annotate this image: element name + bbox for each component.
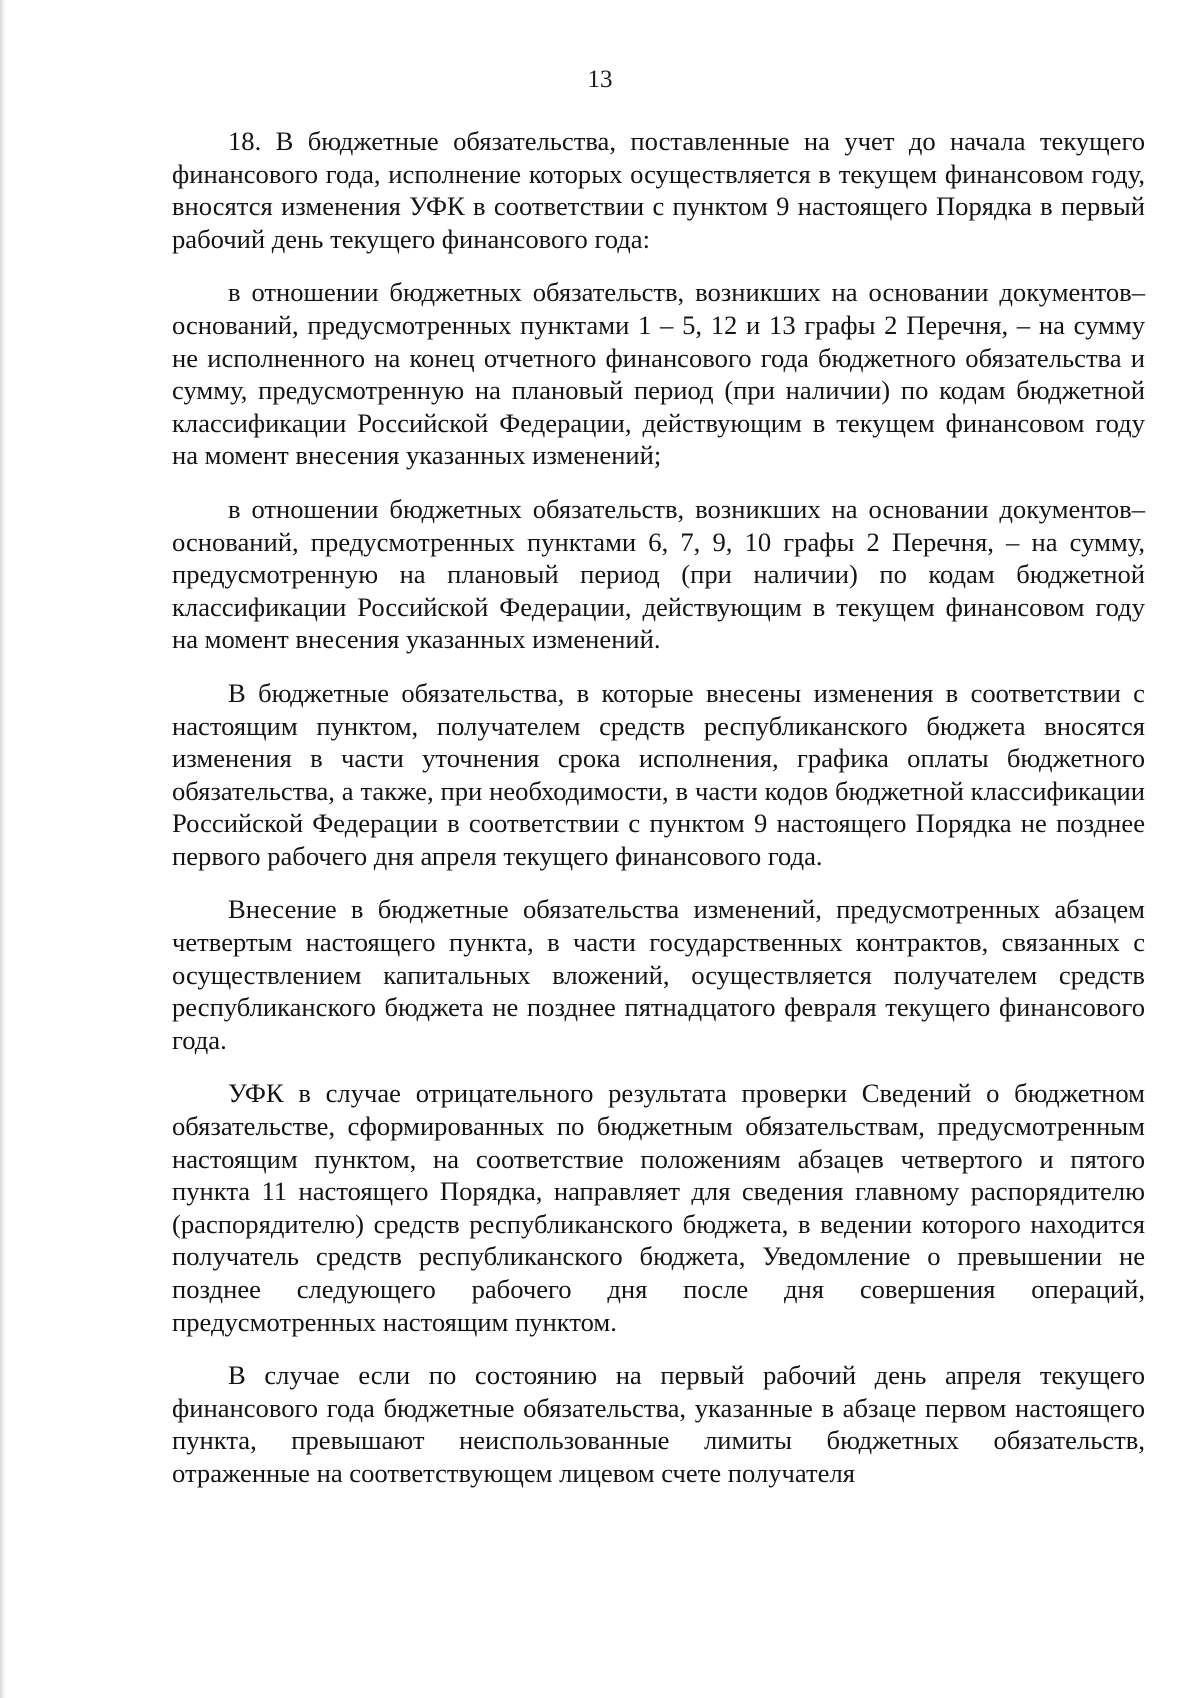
paragraph-6: УФК в случае отрицательного результата проверки Сведений о бюджетном обязательстве, сформированных по бюджетным обязательствам, предусмотренным настоящим пунктом, на соответствие положениям абзацев четвертого и пятого пункта 11 настоящего Порядка, направляет для сведения главному распорядителю (распорядителю) средств республиканского бюджета, в ведении которого находится получатель средств республиканского бюджета, Уведомление о превышении не позднее следующего рабочего дня после дня совершения операций, предусмотренных настоящим пунктом. <box>172 1078 1145 1337</box>
paragraph-7: В случае если по состоянию на первый рабочий день апреля текущего финансового года бюджетные обязательства, указанные в абзаце первом настоящего пункта, превышают неиспользованные лимиты бюджетных обязательств, отраженные на соответствующем лицевом счете получателя <box>172 1360 1145 1488</box>
scan-edge <box>0 0 6 1698</box>
paragraph-1: 18. В бюджетные обязательства, поставленные на учет до начала текущего финансового года, исполнение которых осуществляется в текущем финансовом году, вносятся изменения УФК в соответствии с пунктом 9 настоящего Порядка в первый рабочий день текущего финансового года: <box>172 126 1145 254</box>
paragraph-4: В бюджетные обязательства, в которые внесены изменения в соответствии с настоящим пунктом, получателем средств республиканского бюджета вносятся изменения в части уточнения срока исполнения, графика оплаты бюджетного обязательства, а также, при необходимости, в части кодов бюджетной классификации Российской Федерации в соответствии с пунктом 9 настоящего Порядка не позднее первого рабочего дня апреля текущего финансового года. <box>172 677 1145 871</box>
page-number: 13 <box>587 66 613 93</box>
paragraph-3: в отношении бюджетных обязательств, возникших на основании документов–оснований, предусмотренных пунктами 6, 7, 9, 10 графы 2 Перечня, – на сумму, предусмотренную на плановый период (при наличии) по кодам бюджетной классификации Российской Федерации, действующим в текущем финансовом году на момент внесения указанных изменений. <box>172 493 1145 655</box>
document-body <box>172 125 1145 1511</box>
paragraph-2: в отношении бюджетных обязательств, возникших на основании документов–оснований, предусмотренных пунктами 1 – 5, 12 и 13 графы 2 Перечня, – на сумму не исполненного на конец отчетного финансового года бюджетного обязательства и сумму, предусмотренную на плановый период (при наличии) по кодам бюджетной классификации Российской Федерации, действующим в текущем финансовом году на момент внесения указанных изменений; <box>172 277 1145 471</box>
paragraph-5: Внесение в бюджетные обязательства изменений, предусмотренных абзацем четвертым настоящего пункта, в части государственных контрактов, связанных с осуществлением капитальных вложений, осуществляется получателем средств республиканского бюджета не позднее пятнадцатого февраля текущего финансового года. <box>172 894 1145 1055</box>
